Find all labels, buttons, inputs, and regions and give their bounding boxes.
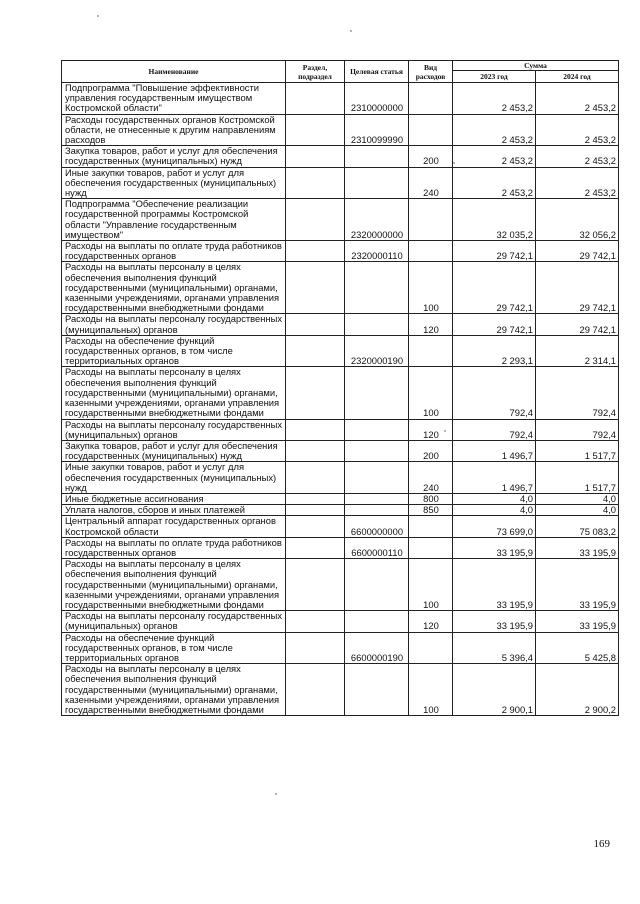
row-section <box>286 167 345 199</box>
row-section <box>286 114 345 146</box>
row-value-2023: 1 496,7 <box>453 440 536 461</box>
header-kind: Вид расходов <box>409 61 453 83</box>
row-value-2023: 29 742,1 <box>453 241 536 262</box>
table-row <box>62 419 619 440</box>
table-row <box>62 335 619 367</box>
table-row <box>62 537 619 558</box>
row-name: Закупка товаров, работ и услуг для обеспечения государственных (муниципальных) нужд <box>62 146 286 167</box>
header-section: Раздел, подраздел <box>286 61 345 83</box>
row-kind <box>409 83 453 115</box>
row-section <box>286 241 345 262</box>
row-kind <box>409 199 453 241</box>
row-name: Подпрограмма "Повышение эффективности управления государственным имуществом Костромской области" <box>62 83 286 115</box>
row-kind: 200 <box>409 440 453 461</box>
row-value-2023: 4,0 <box>453 493 536 504</box>
row-name: Расходы на обеспечение функций государственных органов, в том числе территориальных органов <box>62 335 286 367</box>
row-kind <box>409 114 453 146</box>
row-name: Иные закупки товаров, работ и услуг для обеспечения государственных (муниципальных) нужд <box>62 167 286 199</box>
budget-table <box>61 60 619 716</box>
table-row <box>62 462 619 494</box>
row-section <box>286 493 345 504</box>
row-name: Расходы на выплаты персоналу в целях обеспечения выполнения функций государственными (муниципальными) органами, казенными учреждениями, органами управления государственными внебюджетными фондами <box>62 559 286 611</box>
row-section <box>286 367 345 419</box>
row-value-2024: 2 453,2 <box>536 167 619 199</box>
row-value-2024: 792,4 <box>536 367 619 419</box>
row-target <box>345 167 409 199</box>
row-kind <box>409 241 453 262</box>
table-row <box>62 505 619 516</box>
row-section <box>286 505 345 516</box>
row-target <box>345 493 409 504</box>
row-value-2024: 2 453,2 <box>536 146 619 167</box>
table-row <box>62 493 619 504</box>
row-kind: 100 <box>409 262 453 314</box>
row-value-2024: 792,4 <box>536 419 619 440</box>
row-value-2024: 2 453,2 <box>536 83 619 115</box>
row-value-2023: 33 195,9 <box>453 559 536 611</box>
table-row <box>62 114 619 146</box>
row-section <box>286 516 345 537</box>
table-row <box>62 83 619 115</box>
row-name: Расходы на выплаты персоналу в целях обеспечения выполнения функций государственными (муниципальными) органами, казенными учреждениями, органами управления государственными внебюджетными фондами <box>62 664 286 716</box>
row-value-2023: 33 195,9 <box>453 611 536 632</box>
scan-speck <box>444 430 446 432</box>
row-name: Иные закупки товаров, работ и услуг для обеспечения государственных (муниципальных) нужд <box>62 462 286 494</box>
row-kind: 800 <box>409 493 453 504</box>
row-value-2024: 33 195,9 <box>536 559 619 611</box>
row-name: Расходы на выплаты персоналу государственных (муниципальных) органов <box>62 419 286 440</box>
row-target: 6600000190 <box>345 632 409 664</box>
row-target <box>345 146 409 167</box>
row-value-2024: 4,0 <box>536 505 619 516</box>
row-name: Центральный аппарат государственных органов Костромской области <box>62 516 286 537</box>
row-name: Расходы на выплаты персоналу государственных (муниципальных) органов <box>62 314 286 335</box>
row-kind: 100 <box>409 559 453 611</box>
row-value-2023: 792,4 <box>453 367 536 419</box>
row-kind: 120 <box>409 611 453 632</box>
row-target: 2310099990 <box>345 114 409 146</box>
scan-speck <box>453 162 455 164</box>
row-target <box>345 664 409 716</box>
row-value-2023: 2 453,2 <box>453 146 536 167</box>
row-name: Расходы на выплаты персоналу в целях обеспечения выполнения функций государственными (муниципальными) органами, казенными учреждениями, органами управления государственными внебюджетными фондами <box>62 262 286 314</box>
row-value-2024: 29 742,1 <box>536 314 619 335</box>
row-value-2024: 4,0 <box>536 493 619 504</box>
row-target <box>345 440 409 461</box>
scan-speck <box>350 30 352 32</box>
table-row <box>62 199 619 241</box>
row-target <box>345 505 409 516</box>
row-name: Иные бюджетные ассигнования <box>62 493 286 504</box>
row-value-2024: 2 900,2 <box>536 664 619 716</box>
row-kind: 120 <box>409 314 453 335</box>
budget-page <box>61 60 618 716</box>
row-section <box>286 559 345 611</box>
table-row <box>62 516 619 537</box>
row-target <box>345 419 409 440</box>
row-section <box>286 632 345 664</box>
table-row <box>62 314 619 335</box>
row-name: Закупка товаров, работ и услуг для обеспечения государственных (муниципальных) нужд <box>62 440 286 461</box>
row-kind: 100 <box>409 664 453 716</box>
row-target <box>345 262 409 314</box>
row-kind: 240 <box>409 462 453 494</box>
row-target <box>345 559 409 611</box>
header-year-2024: 2024 год <box>536 71 619 83</box>
row-section <box>286 537 345 558</box>
row-name: Расходы на выплаты персоналу в целях обеспечения выполнения функций государственными (муниципальными) органами, казенными учреждениями, органами управления государственными внебюджетными фондами <box>62 367 286 419</box>
row-value-2024: 75 083,2 <box>536 516 619 537</box>
row-value-2023: 5 396,4 <box>453 632 536 664</box>
row-section <box>286 664 345 716</box>
row-value-2023: 2 453,2 <box>453 114 536 146</box>
row-target <box>345 462 409 494</box>
row-value-2024: 1 517,7 <box>536 462 619 494</box>
row-section <box>286 611 345 632</box>
row-section <box>286 262 345 314</box>
row-value-2023: 792,4 <box>453 419 536 440</box>
row-target: 6600000110 <box>345 537 409 558</box>
row-value-2024: 1 517,7 <box>536 440 619 461</box>
row-kind: 850 <box>409 505 453 516</box>
row-target: 2320000190 <box>345 335 409 367</box>
row-value-2023: 2 900,1 <box>453 664 536 716</box>
row-kind: 100 <box>409 367 453 419</box>
row-value-2023: 2 293,1 <box>453 335 536 367</box>
row-kind: 240 <box>409 167 453 199</box>
row-section <box>286 462 345 494</box>
row-target <box>345 611 409 632</box>
row-value-2024: 32 056,2 <box>536 199 619 241</box>
row-target: 2320000000 <box>345 199 409 241</box>
header-name: Наименование <box>62 61 286 83</box>
page-number: 169 <box>593 838 610 850</box>
row-name: Подпрограмма "Обеспечение реализации государственной программы Костромской области "Управление государственным имуществом" <box>62 199 286 241</box>
table-row <box>62 241 619 262</box>
row-value-2024: 5 425,8 <box>536 632 619 664</box>
row-section <box>286 83 345 115</box>
row-target <box>345 314 409 335</box>
row-value-2023: 1 496,7 <box>453 462 536 494</box>
row-value-2023: 2 453,2 <box>453 83 536 115</box>
row-section <box>286 314 345 335</box>
row-value-2024: 2 453,2 <box>536 114 619 146</box>
row-section <box>286 440 345 461</box>
table-row <box>62 262 619 314</box>
row-kind <box>409 632 453 664</box>
row-value-2023: 29 742,1 <box>453 314 536 335</box>
scan-speck <box>275 793 277 795</box>
row-name: Расходы на выплаты персоналу государственных (муниципальных) органов <box>62 611 286 632</box>
row-target: 6600000000 <box>345 516 409 537</box>
table-row <box>62 167 619 199</box>
row-target: 2310000000 <box>345 83 409 115</box>
row-kind <box>409 516 453 537</box>
row-kind: 200 <box>409 146 453 167</box>
header-sum: Сумма <box>453 61 619 71</box>
row-kind <box>409 537 453 558</box>
row-name: Расходы государственных органов Костромской области, не отнесенные к другим направлениям расходов <box>62 114 286 146</box>
row-name: Уплата налогов, сборов и иных платежей <box>62 505 286 516</box>
row-value-2023: 32 035,2 <box>453 199 536 241</box>
table-row <box>62 632 619 664</box>
table-body <box>62 83 619 716</box>
scan-speck <box>97 15 99 17</box>
row-kind <box>409 335 453 367</box>
table-row <box>62 367 619 419</box>
row-kind: 120 <box>409 419 453 440</box>
row-section <box>286 335 345 367</box>
row-value-2024: 33 195,9 <box>536 611 619 632</box>
header-target: Целевая статья <box>345 61 409 83</box>
row-value-2024: 29 742,1 <box>536 262 619 314</box>
row-value-2023: 29 742,1 <box>453 262 536 314</box>
row-value-2023: 4,0 <box>453 505 536 516</box>
row-value-2024: 2 314,1 <box>536 335 619 367</box>
table-row <box>62 664 619 716</box>
row-name: Расходы на выплаты по оплате труда работников государственных органов <box>62 241 286 262</box>
row-section <box>286 146 345 167</box>
table-row <box>62 440 619 461</box>
row-name: Расходы на обеспечение функций государственных органов, в том числе территориальных органов <box>62 632 286 664</box>
row-value-2024: 33 195,9 <box>536 537 619 558</box>
table-header <box>62 61 619 83</box>
row-value-2023: 73 699,0 <box>453 516 536 537</box>
table-row <box>62 611 619 632</box>
row-value-2023: 2 453,2 <box>453 167 536 199</box>
table-row <box>62 559 619 611</box>
table-row <box>62 146 619 167</box>
row-name: Расходы на выплаты по оплате труда работников государственных органов <box>62 537 286 558</box>
row-section <box>286 199 345 241</box>
row-value-2023: 33 195,9 <box>453 537 536 558</box>
row-target <box>345 367 409 419</box>
row-target: 2320000110 <box>345 241 409 262</box>
row-value-2024: 29 742,1 <box>536 241 619 262</box>
row-section <box>286 419 345 440</box>
header-year-2023: 2023 год <box>453 71 536 83</box>
